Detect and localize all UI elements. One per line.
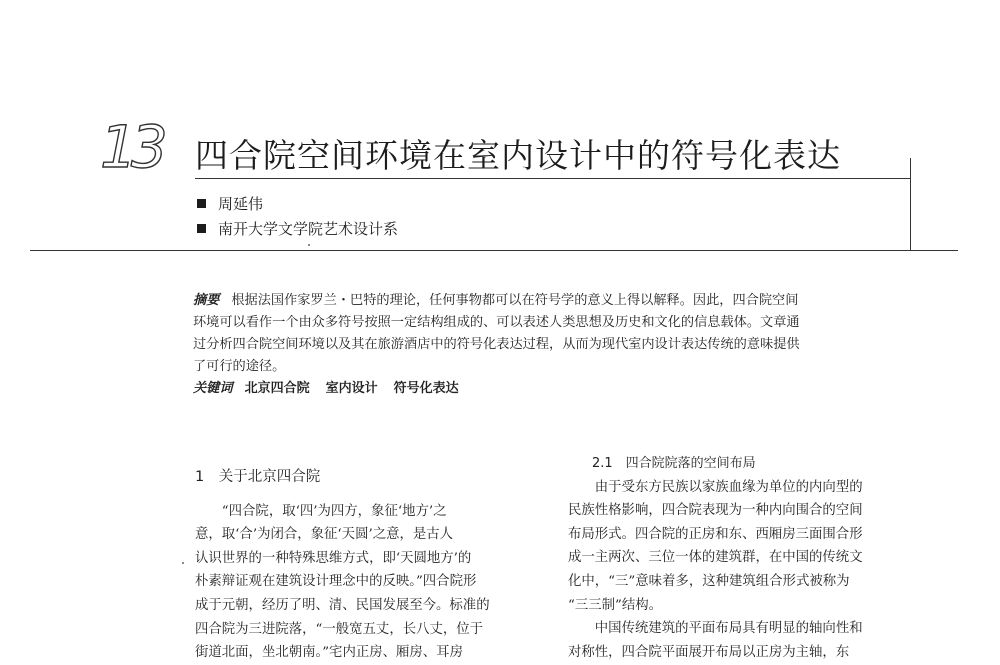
right-column: [568, 452, 908, 664]
body-line: “四合院，取‘四’为四方，象征‘地方’之: [221, 503, 447, 519]
body-line: 由于受东方民族以家族血缘为单位的内向型的: [594, 479, 863, 495]
keyword: 符号化表达: [393, 381, 459, 396]
header-bottom-rule: [30, 250, 958, 251]
abstract-line: 摘要 根据法国作家罗兰・巴特的理论，任何事物都可以在符号学的意义上得以解释。因此，四合院空间: [193, 293, 799, 308]
body-line: “三三制”结构。: [568, 597, 663, 613]
title-underline: [195, 178, 911, 179]
body-line: 布局形式。四合院的正房和东、西厢房三面围合形: [568, 526, 863, 542]
article-title: 四合院空间环境在室内设计中的符号化表达: [195, 136, 841, 175]
left-column: [195, 466, 535, 665]
keywords-line: [193, 378, 901, 400]
abstract-label: 摘要: [193, 293, 220, 308]
body-line: 化中，“三”意味着多，这种建筑组合形式被称为: [568, 573, 850, 589]
abstract-line: 环境可以看作一个由众多符号按照一定结构组成的、可以表述人类思想及历史和文化的信息载体。文章通: [193, 315, 800, 330]
body-line: 成于元朝，经历了明、清、民国发展至今。标准的: [195, 597, 490, 613]
body-line: 成一主两次、三位一体的建筑群，在中国的传统文: [568, 550, 863, 566]
keyword: 室内设计: [325, 381, 378, 396]
abstract-line: 了可行的途径。: [193, 359, 286, 374]
body-line: 四合院为三进院落，“一般宽五丈，长八丈，位于: [195, 621, 484, 637]
keywords-label: 关键词: [193, 381, 233, 396]
scan-speck: [182, 562, 184, 564]
author-affiliation: 南开大学文学院艺术设计系: [218, 220, 399, 238]
square-bullet-icon: [197, 224, 206, 233]
body-line: 认识世界的一种特殊思维方式，即‘天圆地方’的: [195, 550, 472, 566]
keyword: 北京四合院: [244, 381, 310, 396]
affiliation-line: [197, 218, 398, 239]
header-vertical-rule: [910, 158, 911, 251]
scan-speck: [308, 244, 310, 246]
abstract-line: 过分析四合院空间环境以及其在旅游酒店中的符号化表达过程，从而为现代室内设计表达传统的意味提供: [193, 337, 800, 352]
body-line: 对称性，四合院平面展开布局以正房为主轴，东: [568, 644, 850, 660]
body-line: 街道北面，坐北朝南。”宅内正房、厢房、耳房: [195, 645, 463, 661]
author-line: [197, 193, 263, 214]
body-line: 朴素辩证观在建筑设计理念中的反映。”四合院形: [195, 574, 477, 590]
subsection-heading: 2.1 四合院院落的空间布局: [592, 456, 756, 471]
section-heading: 1 关于北京四合院: [195, 469, 321, 485]
body-line: 民族性格影响，四合院表现为一种内向围合的空间: [568, 503, 863, 519]
author-name: 周延伟: [218, 195, 264, 213]
body-line: 意，取‘合’为闭合，象征‘天圆’之意，是古人: [195, 527, 454, 543]
abstract-block: [193, 290, 901, 400]
square-bullet-icon: [197, 199, 206, 208]
chapter-number: 13: [100, 113, 162, 181]
body-line: 中国传统建筑的平面布局具有明显的轴向性和: [594, 621, 863, 637]
